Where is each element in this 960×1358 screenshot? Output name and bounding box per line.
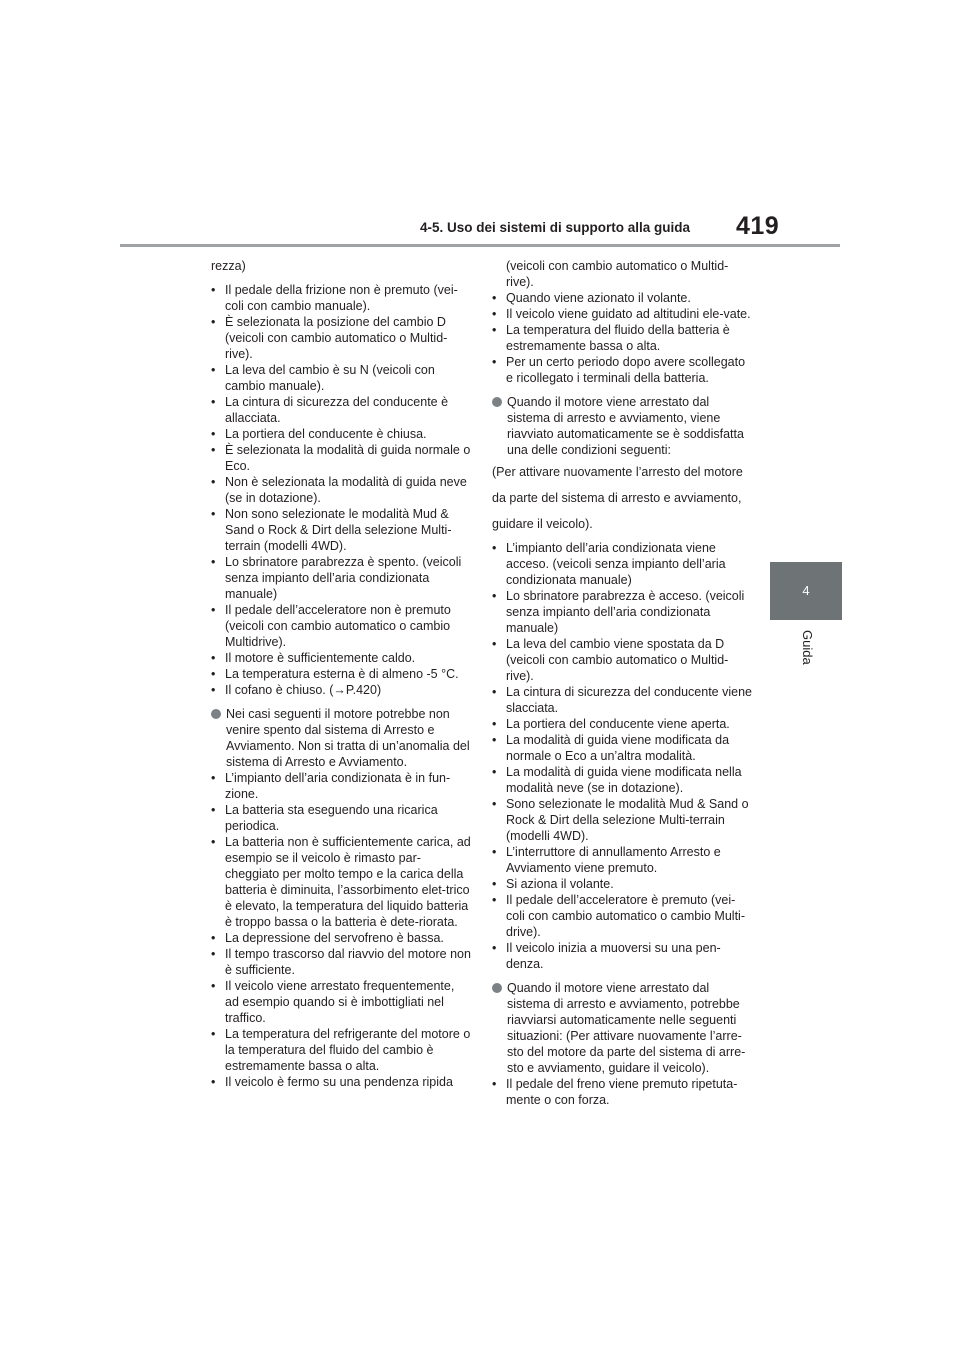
- list-item-text: L’impianto dell’aria condizionata viene acceso. (veicoli senza impianto dell’aria condizionata manuale): [506, 541, 726, 587]
- list-item: [211, 802, 471, 834]
- bullet-marker: •: [492, 845, 497, 859]
- list-item-text: La portiera del conducente viene aperta.: [506, 717, 730, 731]
- circle-bullet-item: [211, 706, 471, 770]
- header-divider: [120, 244, 840, 247]
- bullet-marker: •: [211, 1075, 216, 1089]
- list-item: [211, 554, 471, 602]
- chapter-tab[interactable]: [770, 562, 842, 620]
- list-item: [492, 716, 754, 732]
- list-item-text: Il veicolo viene arrestato frequentemente, ad esempio quando si è imbottigliati nel traffico.: [225, 979, 455, 1025]
- list-item-text: Il veicolo inizia a muoversi su una pen-denza.: [506, 941, 721, 971]
- bullet-marker: •: [492, 733, 497, 747]
- bullet-marker: •: [492, 323, 497, 337]
- bullet-marker: •: [492, 637, 497, 651]
- list-item: [492, 588, 754, 636]
- section-title: 4-5. Uso dei sistemi di supporto alla guida: [420, 220, 691, 235]
- list-item-text: Lo sbrinatore parabrezza è spento. (veicoli senza impianto dell’aria condizionata manuale): [225, 555, 462, 601]
- page-number: 419: [736, 212, 780, 240]
- paragraph-line: guidare il veicolo).: [492, 517, 593, 531]
- bullet-marker: •: [211, 315, 216, 329]
- list-item: [492, 684, 754, 716]
- circle-bullet-icon: [492, 397, 502, 407]
- bullet-marker: •: [211, 1027, 216, 1041]
- list-item-continuation: [492, 258, 754, 290]
- list-item-text: La portiera del conducente è chiusa.: [225, 427, 427, 441]
- list-item: [492, 892, 754, 940]
- list-item: [211, 946, 471, 978]
- paragraph-line: (Per attivare nuovamente l’arresto del motore: [492, 465, 743, 479]
- list-item-text: La depressione del servofreno è bassa.: [225, 931, 444, 945]
- bullet-marker: •: [492, 797, 497, 811]
- bullet-marker: •: [211, 363, 216, 377]
- list-item-text: Il pedale dell’acceleratore è premuto (vei-coli con cambio automatico o cambio Multi-drive).: [506, 893, 745, 939]
- bullet-marker: •: [211, 475, 216, 489]
- list-item-text: (veicoli con cambio automatico o Multid-rive).: [506, 259, 729, 289]
- bullet-marker: •: [492, 877, 497, 891]
- list-item-text: Non sono selezionate le modalità Mud & Sand o Rock & Dirt della selezione Multi-terrain (modelli 4WD).: [225, 507, 452, 553]
- list-item: [492, 290, 754, 306]
- chapter-label: Guida: [800, 630, 815, 665]
- list-item-text: La temperatura del fluido della batteria è estremamente bassa o alta.: [506, 323, 730, 353]
- right-column: [492, 258, 754, 1108]
- list-item: [211, 362, 471, 394]
- circle-bullet-icon: [211, 709, 221, 719]
- bullet-marker: •: [492, 355, 497, 369]
- chapter-number: 4: [802, 583, 810, 598]
- bullet-list: [492, 540, 754, 972]
- list-item-text: Il pedale della frizione non è premuto (vei-coli con cambio manuale).: [225, 283, 458, 313]
- list-item-text: Il cofano è chiuso. (→P.420): [225, 683, 382, 697]
- bullet-marker: •: [211, 979, 216, 993]
- bullet-marker: •: [211, 803, 216, 817]
- paragraph-line: da parte del sistema di arresto e avviamento,: [492, 491, 742, 505]
- list-item: [211, 282, 471, 314]
- list-item-text: È selezionata la posizione del cambio D (veicoli con cambio automatico o Multid-rive).: [225, 315, 448, 361]
- list-item-text: Il tempo trascorso dal riavvio del motore non è sufficiente.: [225, 947, 471, 977]
- list-item-text: Lo sbrinatore parabrezza è acceso. (veicoli senza impianto dell’aria condizionata manuale): [506, 589, 745, 635]
- list-item-text: La leva del cambio è su N (veicoli con cambio manuale).: [225, 363, 435, 393]
- circle-bullet-icon: [492, 983, 502, 993]
- bullet-list: [211, 282, 471, 698]
- list-item: [492, 354, 754, 386]
- bullet-marker: •: [211, 835, 216, 849]
- bullet-marker: •: [211, 555, 216, 569]
- bullet-list: [492, 1076, 754, 1108]
- bullet-marker: •: [211, 283, 216, 297]
- bullet-marker: •: [211, 443, 216, 457]
- list-item: [492, 876, 754, 892]
- list-item-text: La cintura di sicurezza del conducente viene slacciata.: [506, 685, 752, 715]
- circle-bullet-item: [492, 980, 754, 1076]
- list-item-text: La temperatura esterna è di almeno -5 °C.: [225, 667, 459, 681]
- list-item-text: La batteria sta eseguendo una ricarica periodica.: [225, 803, 438, 833]
- list-item-text: La batteria non è sufficientemente carica, ad esempio se il veicolo è rimasto par-cheggiato per molto tempo e la carica della batteria è diminuita, l’assorbimento elet-trico è elevato, la temperatura del liquido batteria è troppo bassa o la batteria è dete-riorata.: [225, 835, 471, 929]
- bullet-marker: •: [492, 589, 497, 603]
- continuation-text: rezza): [211, 259, 246, 273]
- list-item: [492, 844, 754, 876]
- list-item: [211, 426, 471, 442]
- list-item: [211, 1026, 471, 1074]
- list-item: [211, 602, 471, 650]
- bullet-list: [211, 770, 471, 1090]
- list-item-text: Il veicolo viene guidato ad altitudini ele-vate.: [506, 307, 751, 321]
- list-item-text: Il pedale del freno viene premuto ripetuta-mente o con forza.: [506, 1077, 738, 1107]
- circle-bullet-text: Quando il motore viene arrestato dal sistema di arresto e avviamento, potrebbe riavviarsi automaticamente nelle seguenti situazioni: (Per attivare nuovamente l’arre-sto del motore da parte del sistema di arre-sto e avviamento, guidare il veicolo).: [507, 981, 746, 1075]
- bullet-marker: •: [492, 893, 497, 907]
- list-item: [211, 770, 471, 802]
- list-item: [492, 1076, 754, 1108]
- list-item: [492, 796, 754, 844]
- bullet-marker: •: [211, 771, 216, 785]
- list-item: [211, 474, 471, 506]
- bullet-marker: •: [211, 947, 216, 961]
- list-item-text: La leva del cambio viene spostata da D (veicoli con cambio automatico o Multid-rive).: [506, 637, 729, 683]
- list-item: [211, 978, 471, 1026]
- left-column: [211, 258, 471, 1090]
- list-item-text: La modalità di guida viene modificata nella modalità neve (se in dotazione).: [506, 765, 742, 795]
- list-item-text: La temperatura del refrigerante del motore o la temperatura del fluido del cambio è estremamente bassa o alta.: [225, 1027, 471, 1073]
- list-item-text: Il pedale dell’acceleratore non è premuto (veicoli con cambio automatico o cambio Multidrive).: [225, 603, 451, 649]
- bullet-marker: •: [211, 507, 216, 521]
- bullet-marker: •: [211, 395, 216, 409]
- list-item: [492, 540, 754, 588]
- list-item: [211, 834, 471, 930]
- list-item: [211, 930, 471, 946]
- circle-bullet-item: [492, 394, 754, 458]
- bullet-marker: •: [211, 683, 216, 697]
- list-item: [211, 442, 471, 474]
- list-item-text: Quando viene azionato il volante.: [506, 291, 691, 305]
- list-item-text: È selezionata la modalità di guida normale o Eco.: [225, 443, 471, 473]
- list-item-text: La cintura di sicurezza del conducente è allacciata.: [225, 395, 449, 425]
- bullet-marker: •: [211, 603, 216, 617]
- list-item: [211, 650, 471, 666]
- list-item: [211, 394, 471, 426]
- list-item-text: L’impianto dell’aria condizionata è in fun-zione.: [225, 771, 451, 801]
- list-item: [211, 506, 471, 554]
- list-item: [211, 1074, 471, 1090]
- bullet-marker: •: [492, 1077, 497, 1091]
- list-item: [211, 314, 471, 362]
- list-item: [492, 764, 754, 796]
- circle-bullet-text: Quando il motore viene arrestato dal sistema di arresto e avviamento, viene riavviato automaticamente se è soddisfatta una delle condizioni seguenti:: [507, 395, 744, 457]
- list-item: [492, 306, 754, 322]
- list-item: [211, 666, 471, 682]
- list-item-text: Non è selezionata la modalità di guida neve (se in dotazione).: [225, 475, 467, 505]
- bullet-list: [492, 290, 754, 386]
- bullet-marker: •: [492, 765, 497, 779]
- bullet-marker: •: [211, 427, 216, 441]
- bullet-marker: •: [492, 307, 497, 321]
- bullet-marker: •: [492, 717, 497, 731]
- list-item-text: L’interruttore di annullamento Arresto e Avviamento viene premuto.: [506, 845, 721, 875]
- bullet-marker: •: [492, 291, 497, 305]
- list-item-text: Si aziona il volante.: [506, 877, 614, 891]
- list-item-text: Sono selezionate le modalità Mud & Sand o Rock & Dirt della selezione Multi-terrain (modelli 4WD).: [506, 797, 749, 843]
- bullet-marker: •: [492, 541, 497, 555]
- list-item: [492, 636, 754, 684]
- list-item: [492, 732, 754, 764]
- list-item-text: Per un certo periodo dopo avere scollegato e ricollegato i terminali della batteria.: [506, 355, 746, 385]
- bullet-marker: •: [211, 931, 216, 945]
- list-item-text: Il veicolo è fermo su una pendenza ripida: [225, 1075, 453, 1089]
- bullet-marker: •: [492, 685, 497, 699]
- list-item-text: La modalità di guida viene modificata da normale o Eco a un’altra modalità.: [506, 733, 730, 763]
- circle-bullet-text: Nei casi seguenti il motore potrebbe non venire spento dal sistema di Arresto e Avviamento. Non si tratta di un’anomalia del sistema di Arresto e Avviamento.: [226, 707, 470, 769]
- list-item: [492, 322, 754, 354]
- list-item: [492, 940, 754, 972]
- list-item-text: Il motore è sufficientemente caldo.: [225, 651, 416, 665]
- bullet-marker: •: [492, 941, 497, 955]
- list-item: [211, 682, 471, 698]
- bullet-marker: •: [211, 651, 216, 665]
- bullet-marker: •: [211, 667, 216, 681]
